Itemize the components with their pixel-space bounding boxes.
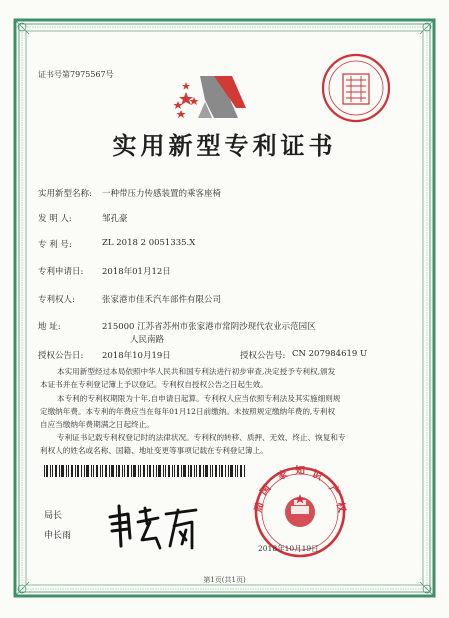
- director-label: 局长: [44, 511, 63, 521]
- patent-office-logo-icon: [174, 76, 247, 118]
- page-title: 实用新型专利证书: [112, 131, 337, 160]
- grant-number-value: CN 207984619 U: [292, 349, 368, 359]
- patentee-value: 张家港市佳禾汽车部件有限公司: [102, 295, 222, 305]
- body-line: 本专利的专利权期限为十年,自申请日起算。专利权人应当依照专利法及其实施细则规: [57, 394, 341, 403]
- svg-text:权: 权: [333, 501, 348, 514]
- body-line: 自应当缴纳年费期满之日起终止。: [40, 420, 154, 429]
- invention-name-label: 实用新型名称:: [38, 189, 92, 199]
- grant-date-label: 授权公告日:: [38, 351, 84, 361]
- body-line: 本实用新型经过本局依照中华人民共和国专利法进行初步审查,决定授予专利权,颁发: [57, 367, 336, 376]
- certificate-number: 证书号第7975567号: [38, 70, 114, 79]
- body-line: 本证书并在专利登记簿上予以登记。专利权自授权公告之日起生效。: [40, 380, 268, 389]
- svg-text:识: 识: [310, 468, 324, 483]
- patent-seal-icon: [323, 55, 389, 121]
- barcode-icon: [44, 465, 245, 477]
- svg-text:知: 知: [295, 466, 305, 477]
- filing-date-label: 专利申请日:: [38, 267, 84, 277]
- director-name-label: 申长雨: [44, 531, 72, 541]
- body-line: 专利证书记载专利权登记时的法律状况。专利权的转移、质押、无效、终止、恢复和专: [57, 433, 346, 442]
- seal-date: 2018年10月19日: [258, 544, 319, 553]
- patent-number-value: ZL 2018 2 0051335.X: [102, 238, 196, 248]
- page-footer: 第1页(共1页): [203, 576, 246, 584]
- svg-text:局: 局: [252, 501, 267, 514]
- body-line: 利权人的姓名或名称、国籍、地址变更等事项记载在专利登记簿上。: [40, 446, 268, 455]
- address-line1: 215000 江苏省苏州市张家港市常阴沙现代农业示范园区: [102, 322, 316, 332]
- body-line: 定缴纳年费。本专利的年费应当在每年01月12日前缴纳。未按照规定缴纳年费的,专利权: [40, 407, 336, 416]
- filing-date-value: 2018年01月12日: [102, 267, 171, 277]
- svg-text:国: 国: [258, 483, 274, 498]
- patent-number-label: 专 利 号:: [38, 240, 72, 250]
- patentee-label: 专利权人:: [38, 295, 75, 305]
- address-line2: 人民南路: [130, 335, 165, 345]
- invention-name-value: 一种带压力传感装置的乘客座椅: [102, 189, 222, 199]
- address-label: 地 址:: [38, 322, 61, 332]
- svg-text:产: 产: [326, 483, 342, 498]
- grant-date-value: 2018年10月19日: [102, 351, 171, 361]
- inventor-label: 发 明 人:: [38, 214, 72, 224]
- svg-text:家: 家: [276, 468, 290, 483]
- inventor-value: 邹孔豪: [102, 214, 128, 224]
- grant-number-label: 授权公告号:: [240, 351, 286, 361]
- signature-icon: [110, 506, 196, 548]
